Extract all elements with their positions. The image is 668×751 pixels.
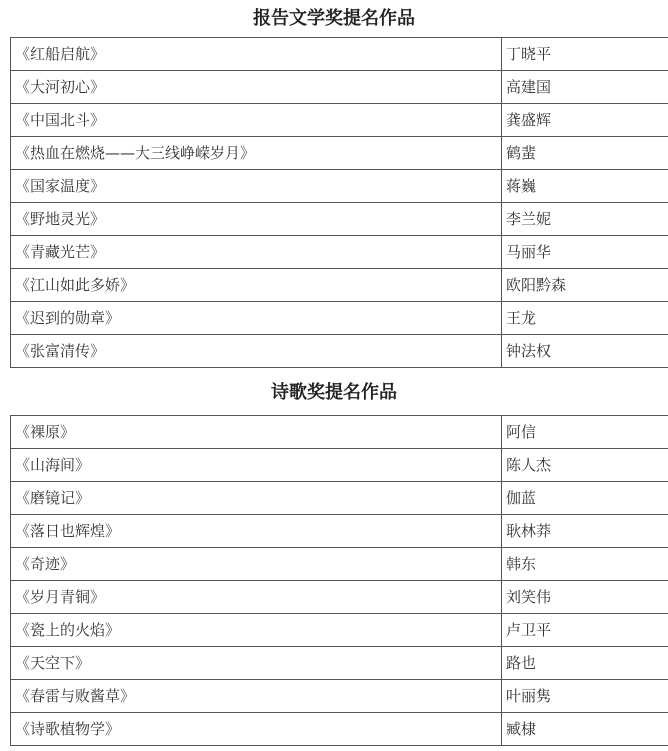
work-author: 鹤蜚: [502, 137, 668, 170]
table-row: [11, 548, 668, 581]
table-row: [11, 416, 668, 449]
work-author: 丁晓平: [502, 38, 668, 71]
work-title: 《迟到的勋章》: [11, 302, 502, 335]
work-title: 《天空下》: [11, 647, 502, 680]
table-row: [11, 335, 668, 368]
work-author: 卢卫平: [502, 614, 668, 647]
table-row: [11, 203, 668, 236]
section-title: 诗歌奖提名作品: [271, 382, 397, 403]
work-author: 钟法权: [502, 335, 668, 368]
table-row: [11, 38, 668, 71]
work-author: 陈人杰: [502, 449, 668, 482]
work-title: 《国家温度》: [11, 170, 502, 203]
table-row: [11, 680, 668, 713]
work-title: 《磨镜记》: [11, 482, 502, 515]
section-reportage: [0, 0, 668, 368]
section-poetry: [0, 379, 668, 746]
table-row: [11, 302, 668, 335]
work-author: 高建国: [502, 71, 668, 104]
table-row: [11, 71, 668, 104]
work-title: 《野地灵光》: [11, 203, 502, 236]
work-title: 《裸原》: [11, 416, 502, 449]
table-row: [11, 614, 668, 647]
work-author: 蒋巍: [502, 170, 668, 203]
table-row: [11, 482, 668, 515]
work-author: 马丽华: [502, 236, 668, 269]
work-title: 《青藏光芒》: [11, 236, 502, 269]
work-title: 《江山如此多娇》: [11, 269, 502, 302]
work-author: 刘笑伟: [502, 581, 668, 614]
work-author: 叶丽隽: [502, 680, 668, 713]
work-title: 《诗歌植物学》: [11, 713, 502, 746]
table-row: [11, 170, 668, 203]
work-title: 《瓷上的火焰》: [11, 614, 502, 647]
work-author: 李兰妮: [502, 203, 668, 236]
work-author: 欧阳黔森: [502, 269, 668, 302]
work-title: 《奇迹》: [11, 548, 502, 581]
work-title: 《春雷与败酱草》: [11, 680, 502, 713]
work-author: 路也: [502, 647, 668, 680]
work-author: 王龙: [502, 302, 668, 335]
table-row: [11, 647, 668, 680]
table-row: [11, 515, 668, 548]
work-author: 阿信: [502, 416, 668, 449]
work-title: 《岁月青铜》: [11, 581, 502, 614]
work-author: 龚盛辉: [502, 104, 668, 137]
work-title: 《山海间》: [11, 449, 502, 482]
work-author: 韩东: [502, 548, 668, 581]
work-title: 《热血在燃烧——大三线峥嵘岁月》: [11, 137, 502, 170]
work-title: 《中国北斗》: [11, 104, 502, 137]
work-author: 伽蓝: [502, 482, 668, 515]
table-row: [11, 449, 668, 482]
work-title: 《红船启航》: [11, 38, 502, 71]
section-title: 报告文学奖提名作品: [253, 8, 415, 29]
table-row: [11, 269, 668, 302]
work-title: 《大河初心》: [11, 71, 502, 104]
work-author: 耿林莽: [502, 515, 668, 548]
work-title: 《张富清传》: [11, 335, 502, 368]
table-row: [11, 236, 668, 269]
works-table: [10, 37, 668, 368]
works-table: [10, 415, 668, 746]
work-author: 臧棣: [502, 713, 668, 746]
table-row: [11, 581, 668, 614]
table-row: [11, 137, 668, 170]
table-row: [11, 104, 668, 137]
work-title: 《落日也辉煌》: [11, 515, 502, 548]
table-row: [11, 713, 668, 746]
